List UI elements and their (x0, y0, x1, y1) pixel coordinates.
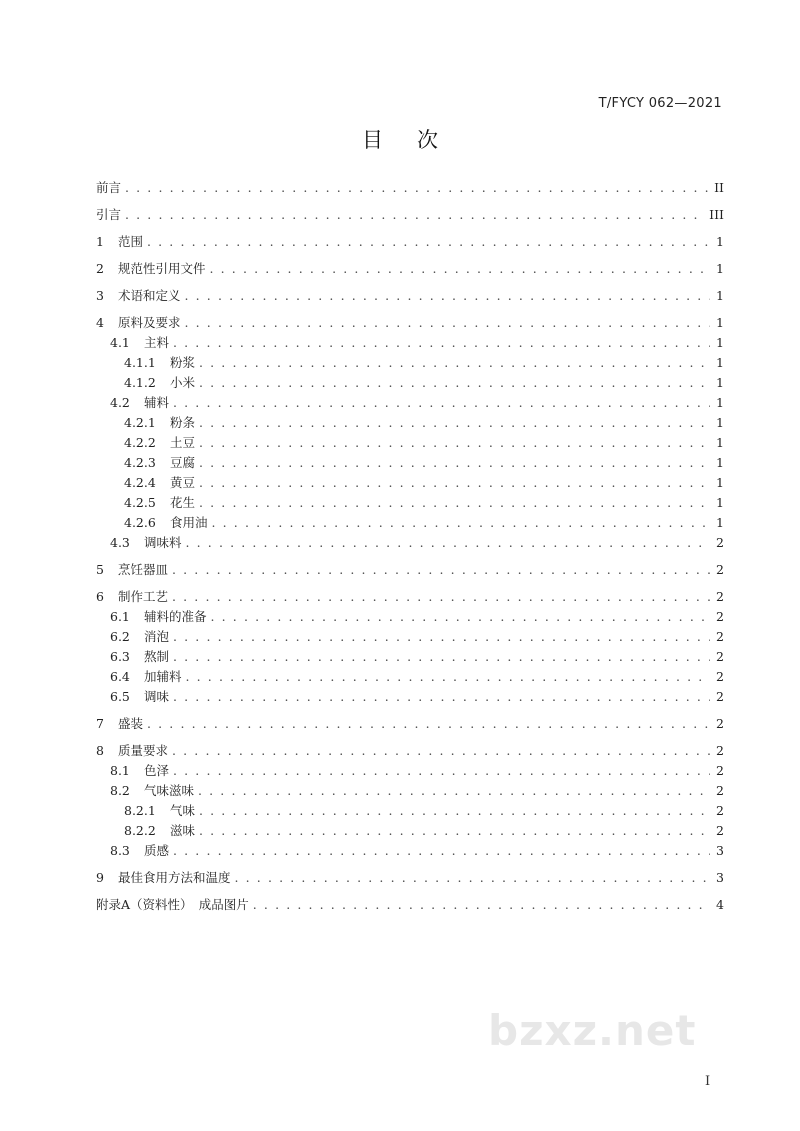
toc-entry-number: 4.2.2 (124, 435, 156, 450)
toc-entry-text: 豆腐 (170, 455, 196, 470)
toc-leader-dots (199, 373, 710, 393)
toc-entry-title (124, 453, 195, 473)
toc-entry-text: 最佳食用方法和温度 (118, 870, 231, 885)
toc-entry-page: 2 (716, 763, 724, 778)
toc-entry-number: 8.2.2 (124, 823, 156, 838)
watermark: bzxz.net (488, 1006, 697, 1055)
toc-entry-page: 2 (716, 669, 724, 684)
toc-entry-title (96, 286, 181, 306)
toc-entry-page: 1 (716, 495, 724, 510)
standard-code: T/FYCY 062—2021 (598, 96, 722, 111)
toc-entry-title (124, 413, 195, 433)
toc-entry-text: 气味滋味 (144, 783, 195, 798)
toc-entry-number: 4.2 (110, 395, 130, 410)
toc-entry-page: II (714, 180, 724, 195)
toc-entry-title (96, 560, 168, 580)
toc-entry-text: 花生 (170, 495, 196, 510)
toc-entry-title (96, 259, 206, 279)
toc-entry-number: 6 (96, 589, 104, 604)
toc-entry-number: 4.2.6 (124, 515, 156, 530)
toc-entry-text: 小米 (170, 375, 196, 390)
toc-entry[interactable] (96, 607, 724, 627)
toc-entry-number: 6.5 (110, 689, 130, 704)
toc-entry-number: 8 (96, 743, 104, 758)
toc-entry-title (96, 587, 168, 607)
toc-leader-dots (173, 841, 710, 861)
toc-entry-page: III (709, 207, 724, 222)
toc-entry-number: 4.1.2 (124, 375, 156, 390)
toc-entry-text: 粉条 (170, 415, 196, 430)
toc-entry-text: 辅料 (144, 395, 170, 410)
toc-entry-page: 2 (716, 629, 724, 644)
toc-leader-dots (199, 413, 710, 433)
toc-entry-page: 1 (716, 455, 724, 470)
toc-entry-number: 4.2.5 (124, 495, 156, 510)
toc-entry-title (124, 353, 195, 373)
toc-entry-text: 调味料 (144, 535, 182, 550)
toc-leader-dots (173, 687, 710, 707)
toc-entry-number: 5 (96, 562, 104, 577)
toc-entry-number: 1 (96, 234, 104, 249)
toc-entry-page: 1 (716, 234, 724, 249)
toc-entry-title (124, 801, 195, 821)
toc-leader-dots (172, 587, 710, 607)
toc-entry-title (124, 373, 195, 393)
toc-entry-text: 主料 (144, 335, 170, 350)
toc-entry-text: 前言 (96, 180, 122, 195)
toc-entry[interactable] (96, 587, 724, 607)
toc-leader-dots (125, 178, 710, 198)
toc-entry[interactable] (96, 353, 724, 373)
toc-entry-title (96, 868, 231, 888)
toc-entry-title (96, 313, 181, 333)
toc-entry-text: 消泡 (144, 629, 170, 644)
toc-leader-dots (173, 393, 710, 413)
toc-entry[interactable] (96, 781, 724, 801)
toc-entry-page: 3 (716, 843, 724, 858)
toc-entry-text: 术语和定义 (118, 288, 181, 303)
toc-entry-number: 6.2 (110, 629, 130, 644)
toc-entry[interactable] (96, 205, 724, 225)
toc-entry[interactable] (96, 513, 724, 533)
toc-entry-text: 引言 (96, 207, 122, 222)
toc-entry-page: 1 (716, 395, 724, 410)
toc-leader-dots (199, 821, 710, 841)
toc-entry-text: 制作工艺 (118, 589, 169, 604)
toc-entry[interactable] (96, 841, 724, 861)
toc-leader-dots (147, 232, 710, 252)
toc-entry-title (96, 205, 121, 225)
toc-entry-page: 2 (716, 589, 724, 604)
toc-entry-number: 2 (96, 261, 104, 276)
toc-entry-number: 7 (96, 716, 104, 731)
toc-entry-text: 黄豆 (170, 475, 196, 490)
toc-entry-text: 土豆 (170, 435, 196, 450)
toc-entry-text: 辅料的准备 (144, 609, 207, 624)
toc-entry[interactable] (96, 473, 724, 493)
toc-leader-dots (253, 895, 710, 915)
toc-entry-title (96, 895, 249, 915)
toc-entry-number: 8.2.1 (124, 803, 156, 818)
footer-page-number: I (705, 1074, 711, 1089)
toc-entry-text: 原料及要求 (118, 315, 181, 330)
toc-entry-page: 2 (716, 689, 724, 704)
toc-entry-page: 1 (716, 335, 724, 350)
toc-entry-page: 4 (716, 897, 724, 912)
toc-entry[interactable] (96, 259, 724, 279)
toc-entry-page: 2 (716, 743, 724, 758)
toc-entry-text: 范围 (118, 234, 144, 249)
toc-entry[interactable] (96, 667, 724, 687)
toc-entry[interactable] (96, 687, 724, 707)
toc-entry-title (96, 178, 121, 198)
toc-entry-title (124, 493, 195, 513)
toc-leader-dots (211, 607, 710, 627)
toc-leader-dots (185, 286, 710, 306)
toc-entry-title (110, 667, 182, 687)
toc-entry-text: 质感 (144, 843, 170, 858)
toc-entry-number: 8.1 (110, 763, 130, 778)
toc-entry-number: 4.1 (110, 335, 130, 350)
toc-entry-text: 滋味 (170, 823, 196, 838)
toc-entry-title (110, 533, 182, 553)
toc-entry[interactable] (96, 560, 724, 580)
toc-entry-title (96, 232, 143, 252)
toc-entry-number: 4.1.1 (124, 355, 156, 370)
toc-leader-dots (173, 761, 710, 781)
toc-entry-number: 9 (96, 870, 104, 885)
toc-entry-page: 2 (716, 649, 724, 664)
toc-leader-dots (147, 714, 710, 734)
toc-entry-page: 2 (716, 823, 724, 838)
toc-entry-text: 烹饪器皿 (118, 562, 169, 577)
toc-leader-dots (173, 627, 710, 647)
toc-leader-dots (172, 741, 710, 761)
toc-entry-page: 1 (716, 435, 724, 450)
toc-entry[interactable] (96, 868, 724, 888)
toc-leader-dots (199, 353, 710, 373)
toc-entry-text: 附录A（资料性） 成品图片 (96, 897, 249, 912)
toc-leader-dots (199, 801, 710, 821)
toc-entry-text: 食用油 (170, 515, 208, 530)
toc-entry[interactable] (96, 333, 724, 353)
toc-leader-dots (185, 313, 710, 333)
toc-entry-title (110, 627, 169, 647)
toc-entry[interactable] (96, 741, 724, 761)
toc-entry-number: 4.3 (110, 535, 130, 550)
toc-entry-page: 1 (716, 515, 724, 530)
toc-entry[interactable] (96, 413, 724, 433)
toc-entry-number: 4 (96, 315, 104, 330)
toc-entry[interactable] (96, 714, 724, 734)
toc-entry[interactable] (96, 286, 724, 306)
toc-entry-page: 1 (716, 415, 724, 430)
toc-leader-dots (199, 493, 710, 513)
toc-entry-text: 盛装 (118, 716, 144, 731)
toc-entry-title (110, 761, 169, 781)
toc-entry-number: 8.2 (110, 783, 130, 798)
toc-entry[interactable] (96, 895, 724, 915)
toc-entry[interactable] (96, 821, 724, 841)
toc-entry-number: 4.2.4 (124, 475, 156, 490)
toc-leader-dots (235, 868, 710, 888)
toc-entry[interactable] (96, 533, 724, 553)
toc-entry-title (110, 841, 169, 861)
toc-entry-title (110, 607, 207, 627)
toc-entry-number: 4.2.3 (124, 455, 156, 470)
toc-entry[interactable] (96, 373, 724, 393)
toc-entry-page: 1 (716, 375, 724, 390)
toc-leader-dots (173, 333, 710, 353)
toc-entry-title (110, 687, 169, 707)
toc-entry[interactable] (96, 761, 724, 781)
toc-leader-dots (198, 781, 710, 801)
toc-entry-page: 2 (716, 716, 724, 731)
toc-entry[interactable] (96, 493, 724, 513)
toc-entry-number: 8.3 (110, 843, 130, 858)
toc-entry-title (124, 433, 195, 453)
toc-leader-dots (210, 259, 710, 279)
toc-entry-page: 1 (716, 261, 724, 276)
toc-entry-title (110, 781, 194, 801)
toc-entry-number: 6.3 (110, 649, 130, 664)
toc-entry-title (96, 741, 168, 761)
toc-entry[interactable] (96, 232, 724, 252)
toc-entry-text: 规范性引用文件 (118, 261, 206, 276)
toc-entry-page: 2 (716, 783, 724, 798)
toc-entry[interactable] (96, 313, 724, 333)
toc-entry-text: 色泽 (144, 763, 170, 778)
toc-entry-title (124, 821, 195, 841)
toc-entry-page: 2 (716, 562, 724, 577)
toc-entry-title (110, 393, 169, 413)
toc-entry-text: 质量要求 (118, 743, 169, 758)
toc-leader-dots (199, 433, 710, 453)
toc-entry-text: 气味 (170, 803, 196, 818)
toc-entry-page: 2 (716, 803, 724, 818)
toc-entry-title (96, 714, 143, 734)
toc-entry-number: 3 (96, 288, 104, 303)
toc-leader-dots (186, 667, 710, 687)
toc-entry-page: 3 (716, 870, 724, 885)
toc-entry[interactable] (96, 801, 724, 821)
toc-entry[interactable] (96, 178, 724, 198)
toc-entry-text: 粉浆 (170, 355, 196, 370)
toc-leader-dots (212, 513, 710, 533)
toc-entry-title (110, 333, 169, 353)
toc-leader-dots (186, 533, 710, 553)
toc-leader-dots (125, 205, 705, 225)
toc-entry-number: 6.1 (110, 609, 130, 624)
toc-entry-title (124, 513, 208, 533)
toc-entry[interactable] (96, 453, 724, 473)
toc-entry-number: 4.2.1 (124, 415, 156, 430)
toc-entry-page: 2 (716, 535, 724, 550)
page-title: 目次 (362, 128, 472, 152)
toc-entry-text: 调味 (144, 689, 170, 704)
toc-entry-text: 熬制 (144, 649, 170, 664)
toc-entry-page: 1 (716, 288, 724, 303)
toc-entry-page: 1 (716, 315, 724, 330)
toc-entry[interactable] (96, 627, 724, 647)
toc-entry[interactable] (96, 647, 724, 667)
toc-leader-dots (199, 453, 710, 473)
toc-entry-title (124, 473, 195, 493)
toc-leader-dots (199, 473, 710, 493)
toc-entry-page: 1 (716, 355, 724, 370)
toc-entry-page: 2 (716, 609, 724, 624)
toc-entry-title (110, 647, 169, 667)
toc-entry[interactable] (96, 393, 724, 413)
toc-entry-text: 加辅料 (144, 669, 182, 684)
toc-leader-dots (173, 647, 710, 667)
toc-entry[interactable] (96, 433, 724, 453)
toc-entry-number: 6.4 (110, 669, 130, 684)
toc-leader-dots (172, 560, 710, 580)
toc-entry-page: 1 (716, 475, 724, 490)
